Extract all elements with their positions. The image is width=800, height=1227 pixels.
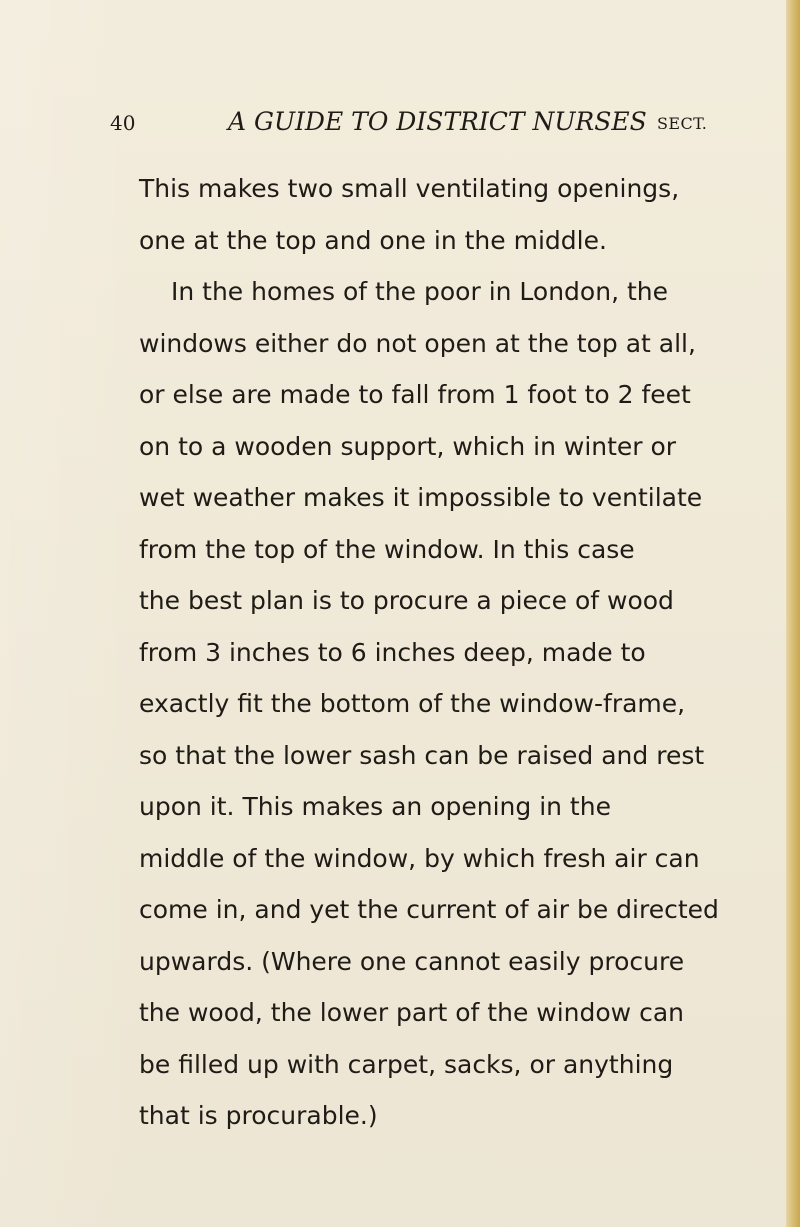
page-header xyxy=(110,103,720,143)
text-line: the wood, the lower part of the window can xyxy=(139,998,684,1027)
text-line: or else are made to fall from 1 foot to 2 feet xyxy=(139,380,691,409)
text-line: come in, and yet the current of air be directed xyxy=(139,895,719,924)
section-mark: SECT. xyxy=(657,114,708,133)
text-line: that is procurable.) xyxy=(139,1101,378,1130)
body-text xyxy=(139,163,719,1142)
text-line: upon it. This makes an opening in the xyxy=(139,792,611,821)
text-line: from 3 inches to 6 inches deep, made to xyxy=(139,637,646,667)
text-line: so that the lower sash can be raised and rest xyxy=(139,740,705,770)
text-line: This makes two small ventilating openings, xyxy=(139,174,680,203)
text-line: windows either do not open at the top at all, xyxy=(139,328,696,358)
text-line: the best plan is to procure a piece of wood xyxy=(139,586,674,615)
running-title: A GUIDE TO DISTRICT NURSES xyxy=(228,107,647,136)
paragraph-start-line: In the homes of the poor in London, the xyxy=(171,277,668,306)
text-line: on to a wooden support, which in winter or xyxy=(139,431,677,461)
text-line: wet weather makes it impossible to ventilate xyxy=(139,483,703,512)
page-number: 40 xyxy=(110,111,136,135)
text-line: exactly fit the bottom of the window-frame, xyxy=(139,689,686,718)
text-line: upwards. (Where one cannot easily procure xyxy=(139,946,685,976)
text-line: middle of the window, by which fresh air can xyxy=(139,843,700,873)
text-line: from the top of the window. In this case xyxy=(139,534,635,564)
text-line: be filled up with carpet, sacks, or anything xyxy=(139,1049,674,1079)
page-edge xyxy=(786,0,800,1227)
text-line: one at the top and one in the middle. xyxy=(139,225,607,255)
